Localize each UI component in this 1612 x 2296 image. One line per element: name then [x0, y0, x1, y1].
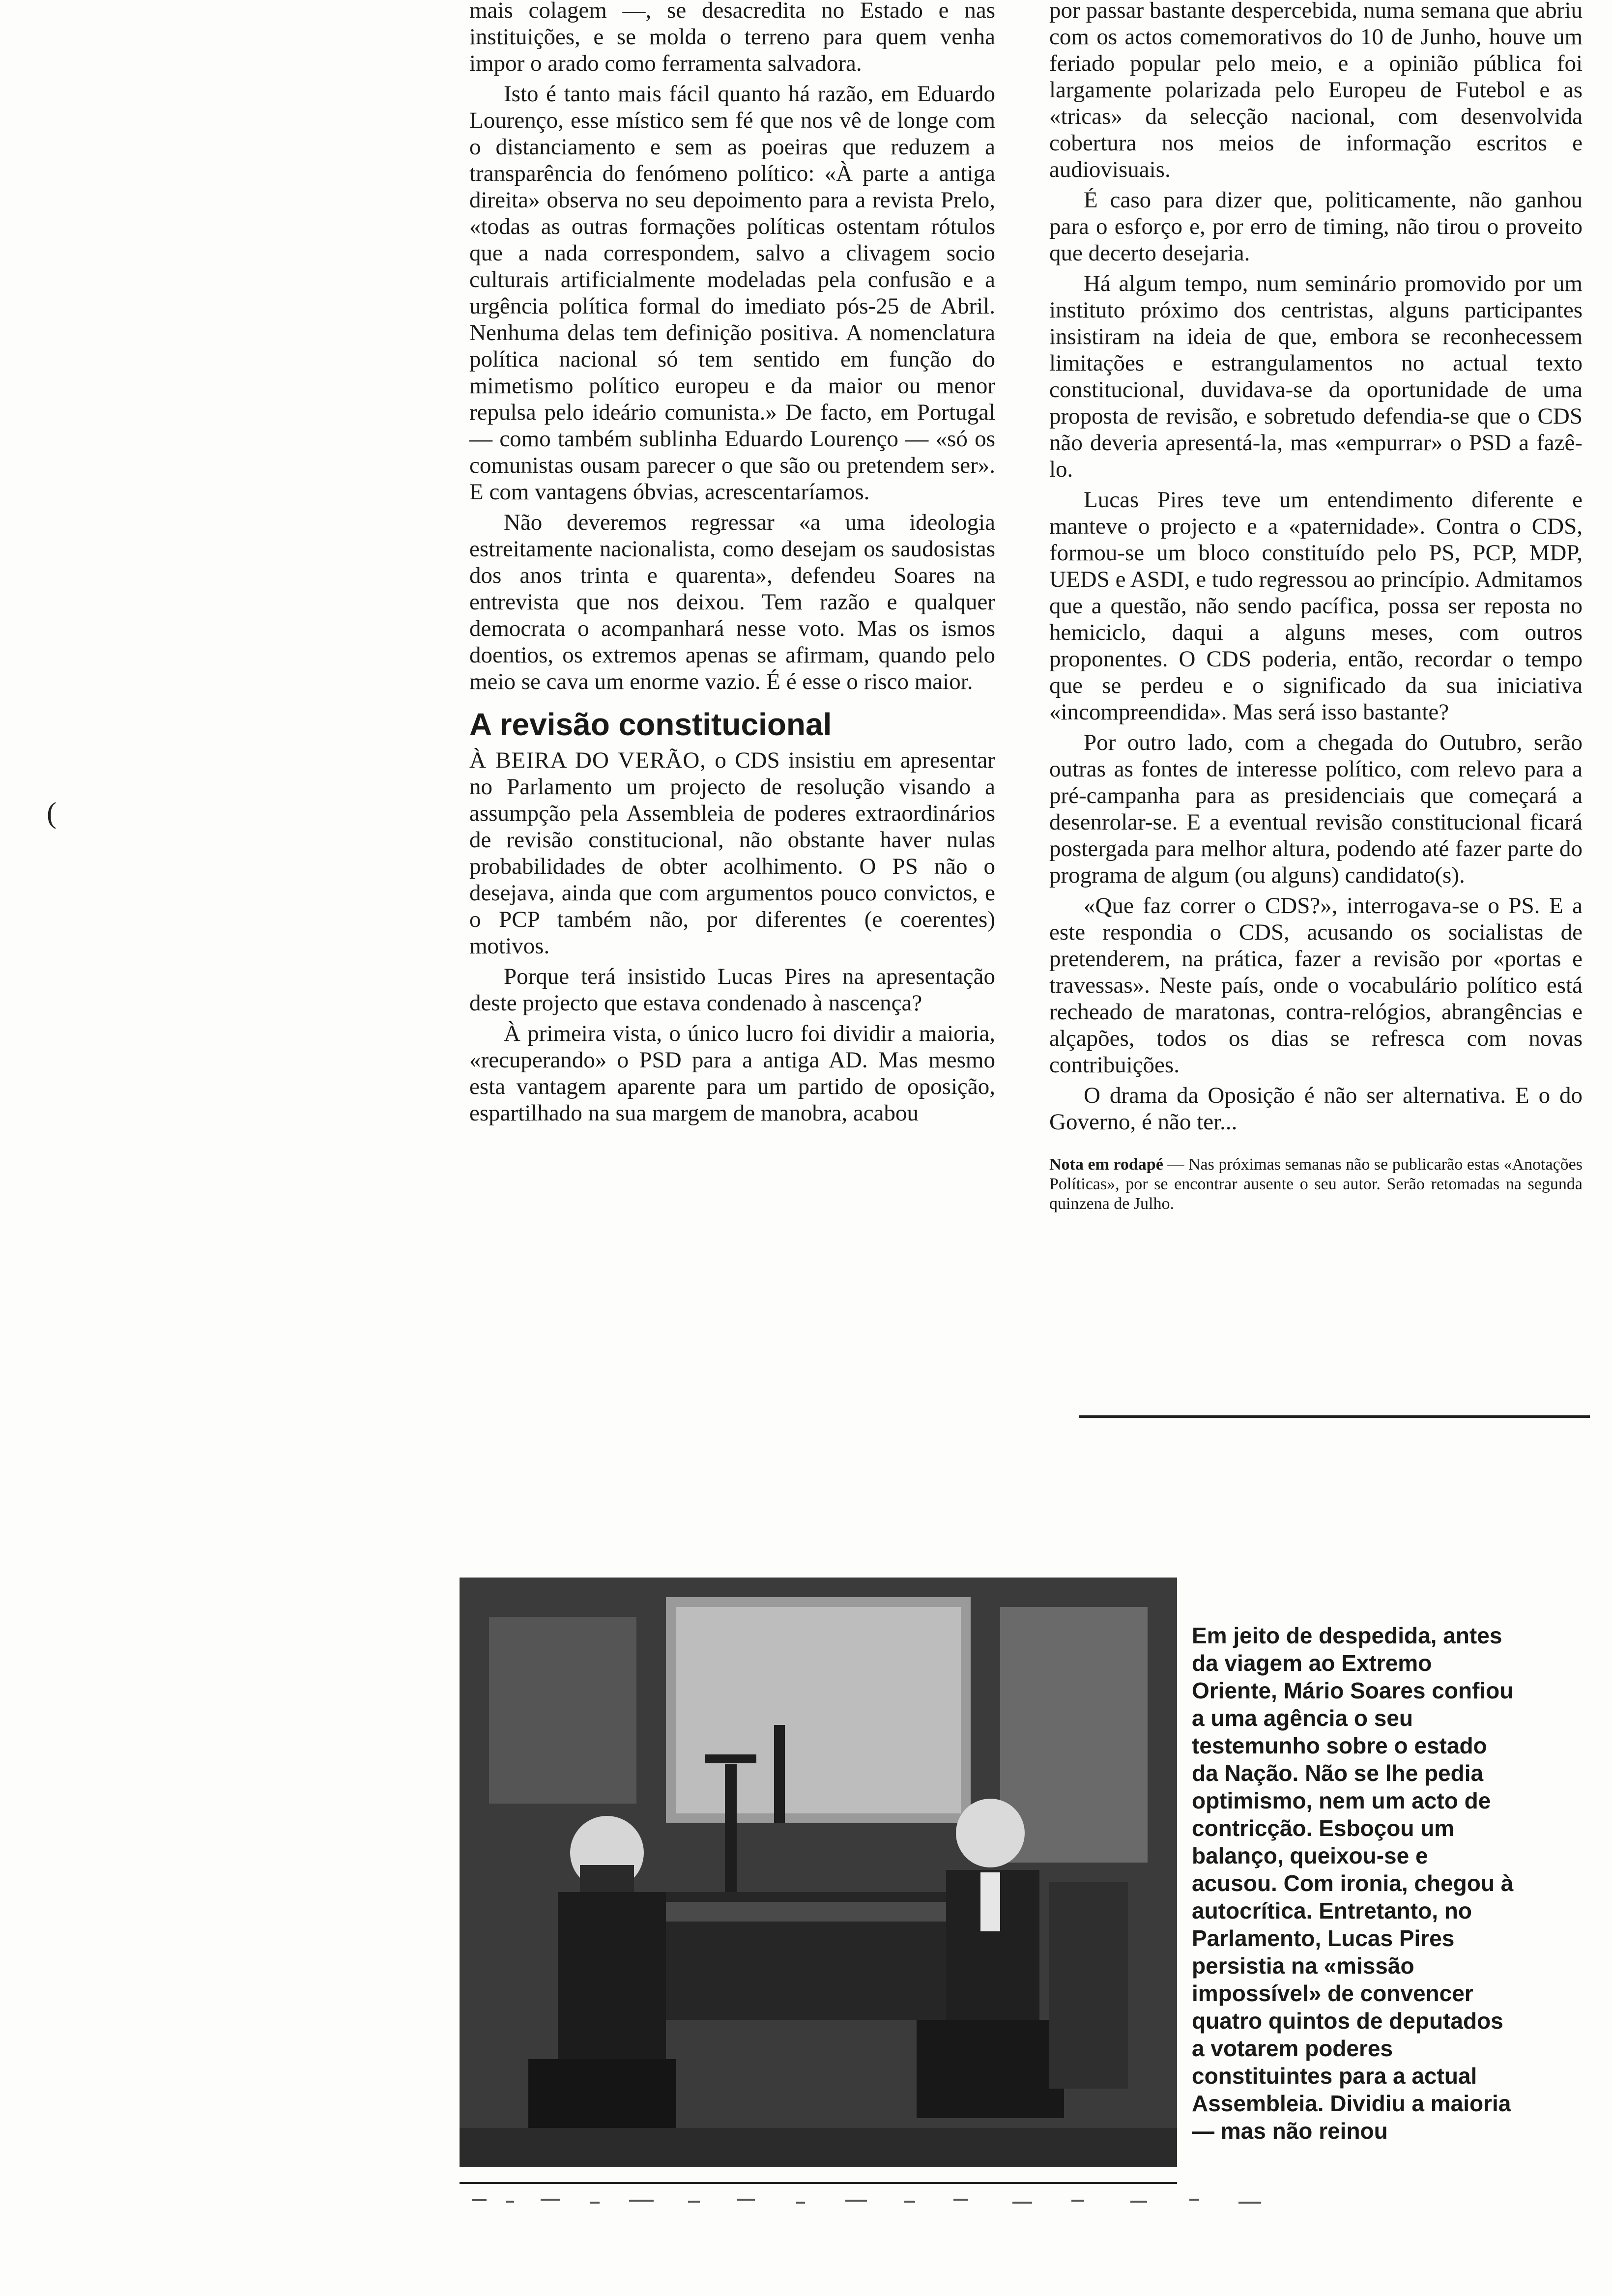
left-paragraph-2: Isto é tanto mais fácil quanto há razão, em Eduardo Lourenço, esse místico sem fé que nos vê de longe com o distanciamento e sem as poeiras que reduzem a transparência do fenómeno político: «À parte a antiga direita» observa no seu depoimento para a revista Prelo, «todas as outras formações políticas ostentam rótulos que a nada correspondem, salvo a clivagem socio culturais artificialmente modeladas pela confusão e a urgência política formal do imediato pós-25 de Abril. Nenhuma delas tem definição positiva. A nomenclatura política nacional só tem sentido em função do mimetismo político europeu e da maior ou menor repulsa pelo ideário comunista.» De facto, em Portugal — como também sublinha Eduardo Lourenço — «só os comunistas ousam parecer o que são ou pretendem ser». E com vantagens óbvias, acrescentaríamos.: [469, 81, 995, 505]
footnote-rule: [1079, 1415, 1590, 1418]
paragraph-4-body: o CDS insistiu em apresentar no Parlamento um projecto de resolução visando a assumpção pela Assembleia de poderes extraordinários de revisão constitucional, não obstante haver nulas probabilidades de obter acolhimento. O PS não o desejava, ainda que com argumentos pouco convictos, e o PCP também não, por diferentes (e coerentes) motivos.: [469, 747, 995, 959]
right-paragraph-3: Há algum tempo, num seminário promovido por um instituto próximo dos centristas, alguns participantes insistiram na ideia de que, embora se reconhecessem limitações e estrangulamentos no actual texto constitucional, duvidava-se da oportunidade de uma proposta de revisão, e sobretudo defendia-se que o CDS não deveria apresentá-la, mas «empurrar» o PSD a fazê-lo.: [1049, 271, 1583, 482]
right-paragraph-4: Lucas Pires teve um entendimento diferente e manteve o projecto e a «paternidade». Contra o CDS, formou-se um bloco constituído pelo PS, PCP, MDP, UEDS e ASDI, e tudo regressou ao princípio. Admitamos que a questão, não sendo pacífica, possa ser reposta no hemiciclo, daqui a alguns meses, com outros proponentes. O CDS poderia, então, recordar o tempo que se perdeu e o significado da sua iniciativa «incompreendida». Mas será isso bastante?: [1049, 487, 1583, 725]
footnote: [1049, 1155, 1583, 1214]
footnote-text: — Nas próximas semanas não se publicarão estas «Anotações Políticas», por se encontrar ausente o seu autor. Serão retomadas na segunda quinzena de Julho.: [1049, 1155, 1583, 1213]
section-subheading: A revisão constitucional: [469, 707, 832, 742]
margin-bracket-mark: (: [47, 797, 57, 829]
right-text-column: [1049, 0, 1583, 1214]
left-paragraph-1: mais colagem —, se desacredita no Estado e nas instituições, e se molda o terreno para quem venha impor o arado como ferramenta salvadora.: [469, 0, 995, 76]
left-paragraph-6: À primeira vista, o único lucro foi dividir a maioria, «recuperando» o PSD para a antiga AD. Mas mesmo esta vantagem aparente para um partido de oposição, espartilhado na sua margem de manobra, acabou: [469, 1021, 995, 1126]
right-paragraph-5: Por outro lado, com a chegada do Outubro, serão outras as fontes de interesse político, com relevo para a pré-campanha para as presidenciais que começará a desenrolar-se. E a eventual revisão constitucional ficará postergada para melhor altura, podendo até fazer parte do programa de algum (ou alguns) candidato(s).: [1049, 730, 1583, 888]
right-paragraph-2: É caso para dizer que, politicamente, não ganhou para o esforço e, por erro de timing, não tirou o proveito que decerto desejaria.: [1049, 187, 1583, 266]
scan-noise-dots: [462, 2192, 1297, 2211]
right-paragraph-6: «Que faz correr o CDS?», interrogava-se o PS. E a este respondia o CDS, acusando os socialistas de pretenderem, na prática, fazer a revisão por «portas e travessas». Neste país, onde o vocabulário político está recheado de maratonas, contra-relógios, abrangências e alçapões, todos os dias se refresca com novas contribuições.: [1049, 893, 1583, 1078]
paragraph-lead-caps: À BEIRA DO VERÃO,: [469, 747, 707, 773]
left-text-column: [469, 0, 995, 1130]
photo-illustration: [460, 1578, 1177, 2167]
left-paragraph-4: [469, 747, 995, 959]
right-paragraph-7: O drama da Oposição é não ser alternativa. E o do Governo, é não ter...: [1049, 1083, 1583, 1135]
right-paragraph-1: por passar bastante despercebida, numa semana que abriu com os actos comemorativos do 10 de Junho, houve um feriado popular pelo meio, e a opinião pública foi largamente polarizada pelo Europeu de Futebol e as «tricas» da selecção nacional, com desenvolvida cobertura nos meios de informação escritos e audiovisuais.: [1049, 0, 1583, 182]
photo-caption: Em jeito de despedida, antes da viagem ao Extremo Oriente, Mário Soares confiou a uma agência o seu testemunho sobre o estado da Nação. Não se lhe pedia optimismo, nem um acto de contricção. Esboçou um balanço, queixou-se e acusou. Com ironia, chegou à autocrítica. Entretanto, no Parlamento, Lucas Pires persistia na «missão impossível» de convencer quatro quintos de deputados a votarem poderes constituintes para a actual Assembleia. Dividiu a maioria — mas não reinou: [1192, 1623, 1514, 2144]
footnote-label: Nota em rodapé: [1049, 1155, 1163, 1174]
bottom-rule: [460, 2182, 1177, 2184]
left-paragraph-3: Não deveremos regressar «a uma ideologia estreitamente nacionalista, como desejam os saudosistas dos anos trinta e quarenta», defendeu Soares na entrevista que nos deixou. Tem razão e qualquer democrata o acompanhará nesse voto. Mas os ismos doentios, os extremos apenas se afirmam, quando pelo meio se cava um enorme vazio. É é esse o risco maior.: [469, 510, 995, 694]
news-photograph: [460, 1578, 1177, 2167]
left-paragraph-5: Porque terá insistido Lucas Pires na apresentação deste projecto que estava condenado à nascença?: [469, 964, 995, 1016]
